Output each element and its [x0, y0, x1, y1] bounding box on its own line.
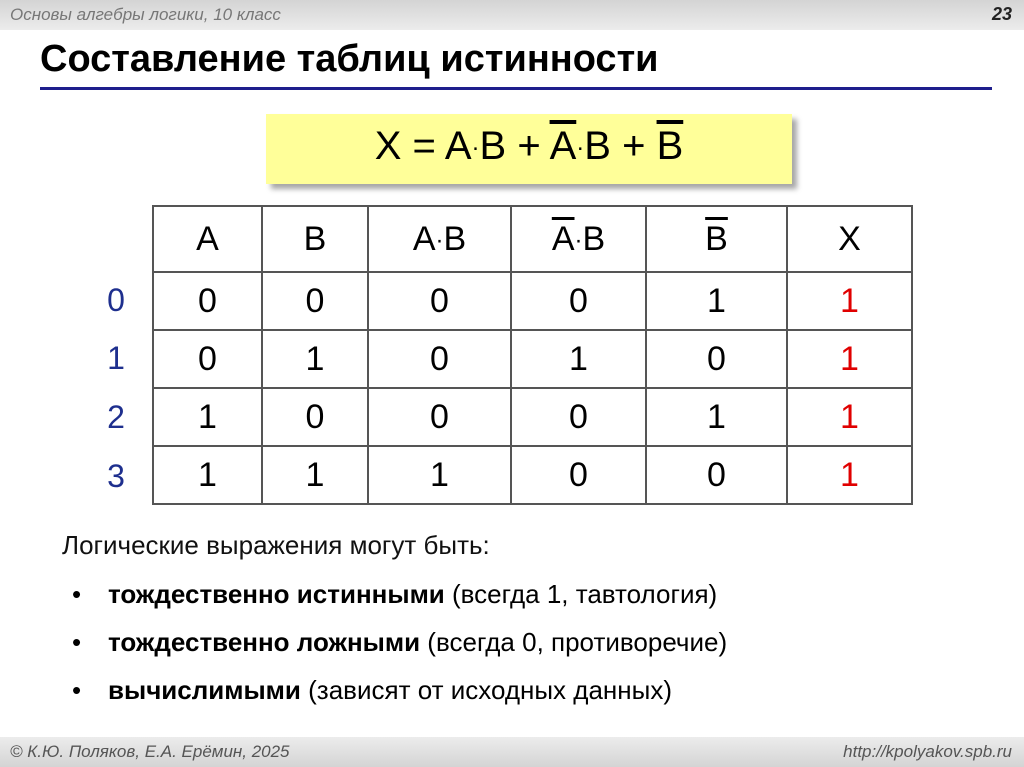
- header-a-and-b: A·B: [368, 206, 511, 272]
- cell-x: 1: [787, 272, 912, 330]
- title-divider: [40, 87, 992, 90]
- cell-not-b: 0: [646, 330, 787, 388]
- cell-x: 1: [787, 446, 912, 504]
- header-x: X: [787, 206, 912, 272]
- table-row: [153, 272, 912, 330]
- formula-lhs: X: [374, 124, 402, 168]
- cell-a: 1: [153, 388, 262, 446]
- cell-a: 1: [153, 446, 262, 504]
- formula-equals: =: [412, 124, 436, 168]
- formula-plus: +: [622, 124, 646, 168]
- row-index: 3: [107, 458, 125, 494]
- bullet-term: тождественно истинными: [108, 579, 445, 609]
- formula-term2-not-a: $\overline{A}$: [549, 124, 577, 168]
- cell-x: 1: [787, 330, 912, 388]
- cell-not-b: 1: [646, 272, 787, 330]
- list-item: [72, 666, 727, 714]
- list-item: [72, 570, 727, 618]
- cell-b: 1: [262, 446, 368, 504]
- table-row: [153, 388, 912, 446]
- formula-term1-a: A: [444, 124, 472, 168]
- bullet-term: тождественно ложными: [108, 627, 421, 657]
- formula-dot: ·: [471, 134, 480, 162]
- list-item: [72, 618, 727, 666]
- cell-not-a-and-b: 1: [511, 330, 646, 388]
- header-b: B: [262, 206, 368, 272]
- footer-authors: © К.Ю. Поляков, Е.А. Ерёмин, 2025: [10, 742, 290, 761]
- cell-a-and-b: 0: [368, 330, 511, 388]
- row-index: 2: [107, 399, 125, 435]
- formula-dot: ·: [576, 134, 585, 162]
- cell-not-a-and-b: 0: [511, 388, 646, 446]
- cell-a-and-b: 1: [368, 446, 511, 504]
- row-index: 0: [107, 282, 125, 318]
- formula-plus: +: [517, 124, 541, 168]
- header-a: A: [153, 206, 262, 272]
- cell-b: 0: [262, 388, 368, 446]
- bullet-desc: (всегда 0, противоречие): [420, 627, 728, 657]
- cell-not-b: 1: [646, 388, 787, 446]
- table-row: [153, 330, 912, 388]
- table-header-row: [153, 206, 912, 272]
- cell-a: 0: [153, 272, 262, 330]
- table-row: [153, 446, 912, 504]
- page-number: 23: [991, 4, 1012, 24]
- bullet-icon: •: [72, 579, 82, 609]
- cell-b: 0: [262, 272, 368, 330]
- cell-not-b: 0: [646, 446, 787, 504]
- formula-term1-b: B: [479, 124, 507, 168]
- formula-term3-not-b: $\overline{B}$: [656, 124, 684, 168]
- formula: [266, 124, 792, 169]
- bullet-desc: (всегда 1, тавтология): [444, 579, 718, 609]
- cell-not-a-and-b: 0: [511, 272, 646, 330]
- slide-title: Составление таблиц истинности: [40, 38, 659, 80]
- header-not-a-and-b: $\overline{A}\cdot B$: [511, 206, 646, 272]
- bullet-list: [72, 570, 727, 714]
- cell-x: 1: [787, 388, 912, 446]
- header-not-b: $\overline{B}$: [646, 206, 787, 272]
- bullet-term: вычислимыми: [108, 675, 301, 705]
- course-name: Основы алгебры логики, 10 класс: [10, 5, 281, 24]
- formula-term2-b: B: [584, 124, 611, 168]
- row-index: 1: [107, 340, 125, 376]
- header-bar: [0, 0, 1024, 30]
- footer-url: http://kpolyakov.spb.ru: [843, 742, 1012, 761]
- cell-not-a-and-b: 0: [511, 446, 646, 504]
- cell-a: 0: [153, 330, 262, 388]
- formula-box: [266, 114, 792, 184]
- bullet-icon: •: [72, 675, 82, 705]
- cell-a-and-b: 0: [368, 272, 511, 330]
- footer-bar: [0, 737, 1024, 767]
- lead-text: Логические выражения могут быть:: [62, 530, 490, 560]
- cell-b: 1: [262, 330, 368, 388]
- bullet-icon: •: [72, 627, 82, 657]
- bullet-desc: (зависят от исходных данных): [300, 675, 672, 705]
- truth-table: [152, 205, 913, 505]
- cell-a-and-b: 0: [368, 388, 511, 446]
